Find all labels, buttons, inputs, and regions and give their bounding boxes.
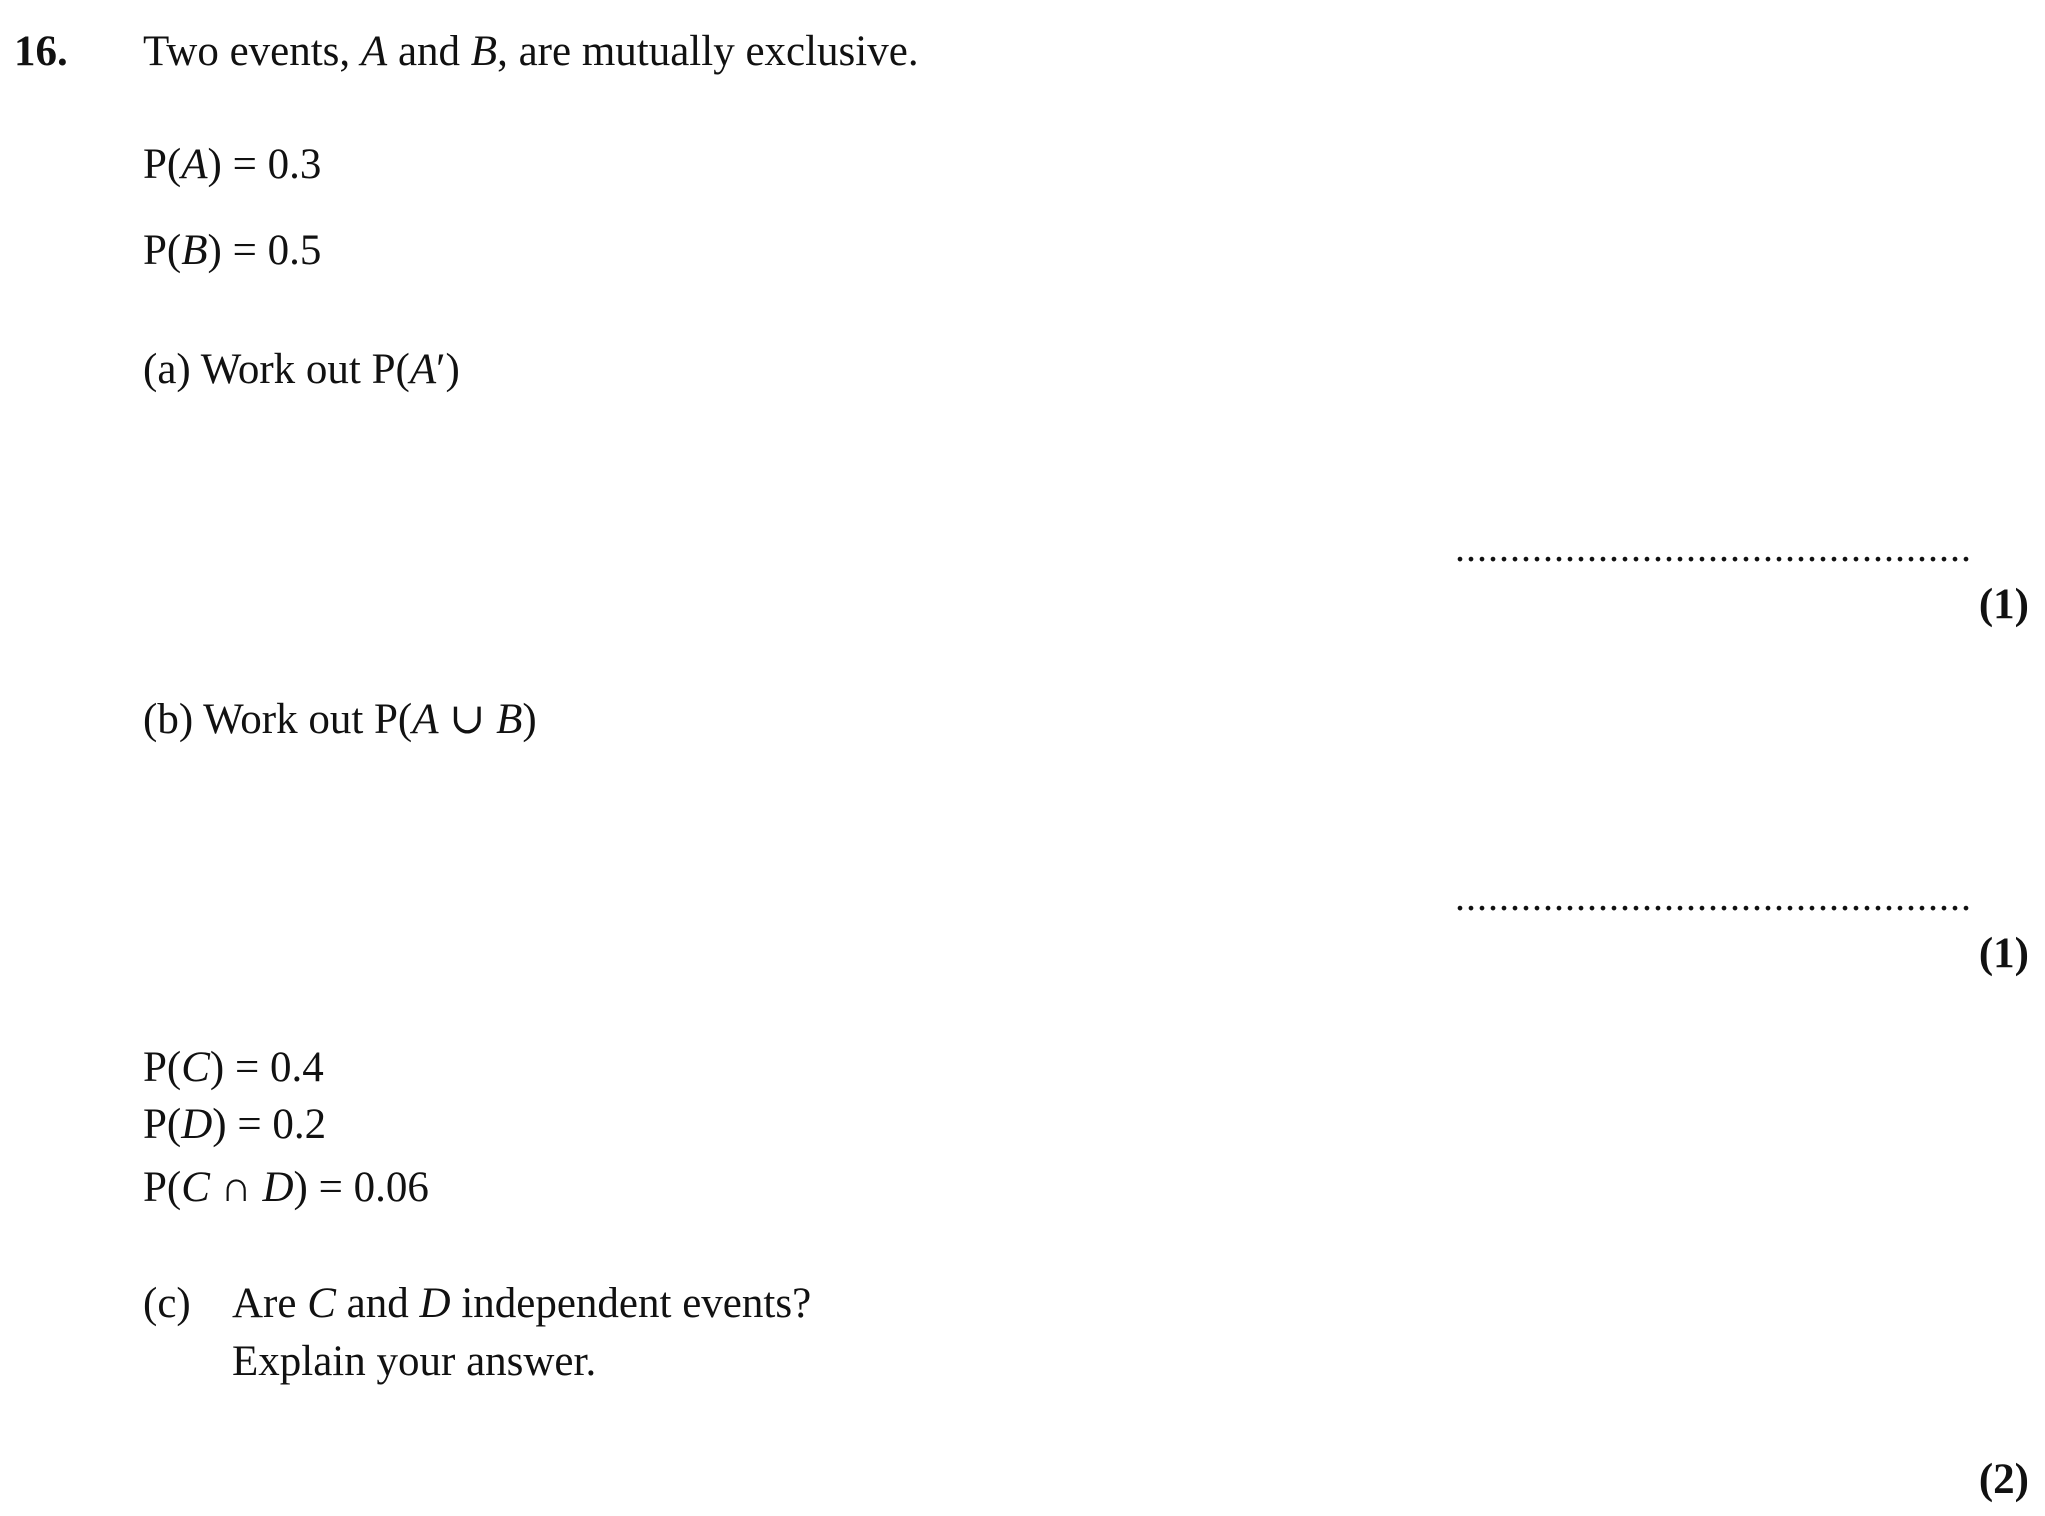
prob-value: ) = 0.2 [212, 1101, 327, 1148]
prob-prefix: P( [143, 1164, 182, 1211]
part-b-variable-b: B [496, 696, 523, 743]
prob-prefix: P( [143, 1044, 182, 1091]
prob-prefix: P( [143, 227, 182, 274]
part-c-variable-d: D [419, 1280, 451, 1327]
part-a-prime: ′ [436, 346, 446, 393]
prob-variable: B [181, 227, 208, 274]
part-c-post: independent events? [450, 1280, 812, 1327]
part-a-marks: (1) [1978, 581, 2029, 628]
union-symbol: ∪ [438, 696, 497, 743]
prob-variable: C [181, 1044, 210, 1091]
prob-variable: D [181, 1101, 213, 1148]
stem-mid: and [387, 28, 471, 75]
part-a-answer-line[interactable]: ............................................... [1455, 528, 1972, 568]
part-a-variable: A [409, 346, 437, 393]
part-c-marks: (2) [1978, 1456, 2029, 1503]
given-prob-intersection [143, 1166, 429, 1209]
part-b-answer-line[interactable]: ............................................... [1455, 877, 1972, 917]
part-c-pre: Are [232, 1280, 308, 1327]
part-c-variable-c: C [307, 1280, 336, 1327]
intersection-symbol: ∩ [209, 1164, 263, 1211]
part-c-and: and [335, 1280, 420, 1327]
given-prob-d [143, 1103, 326, 1146]
prob-value: ) = 0.3 [207, 141, 322, 188]
part-b-label: (b) Work out P( [143, 696, 413, 743]
part-b-close: ) [522, 696, 537, 743]
part-a-label: (a) Work out P( [143, 346, 410, 393]
part-b-question [143, 698, 537, 741]
prob-variable-c: C [181, 1164, 210, 1211]
question-stem [143, 30, 919, 73]
prob-variable: A [181, 141, 208, 188]
part-c-label: (c) [143, 1280, 191, 1327]
part-c-question-line1 [232, 1282, 811, 1325]
given-prob-b [143, 229, 321, 272]
question-number: 16. [14, 28, 68, 75]
part-b-variable-a: A [412, 696, 439, 743]
given-prob-a [143, 143, 321, 186]
part-c-question-line2: Explain your answer. [232, 1338, 597, 1385]
stem-post: , are mutually exclusive. [497, 28, 919, 75]
stem-event-b: B [470, 28, 498, 75]
prob-variable-d: D [262, 1164, 294, 1211]
part-b-marks: (1) [1978, 930, 2029, 977]
stem-pre: Two events, [143, 28, 361, 75]
given-prob-c [143, 1046, 324, 1089]
prob-value: ) = 0.06 [293, 1164, 429, 1211]
prob-value: ) = 0.5 [207, 227, 322, 274]
stem-event-a: A [360, 28, 388, 75]
part-a-question [143, 348, 460, 391]
prob-prefix: P( [143, 1101, 182, 1148]
prob-prefix: P( [143, 141, 182, 188]
part-a-close: ) [445, 346, 460, 393]
prob-value: ) = 0.4 [209, 1044, 324, 1091]
